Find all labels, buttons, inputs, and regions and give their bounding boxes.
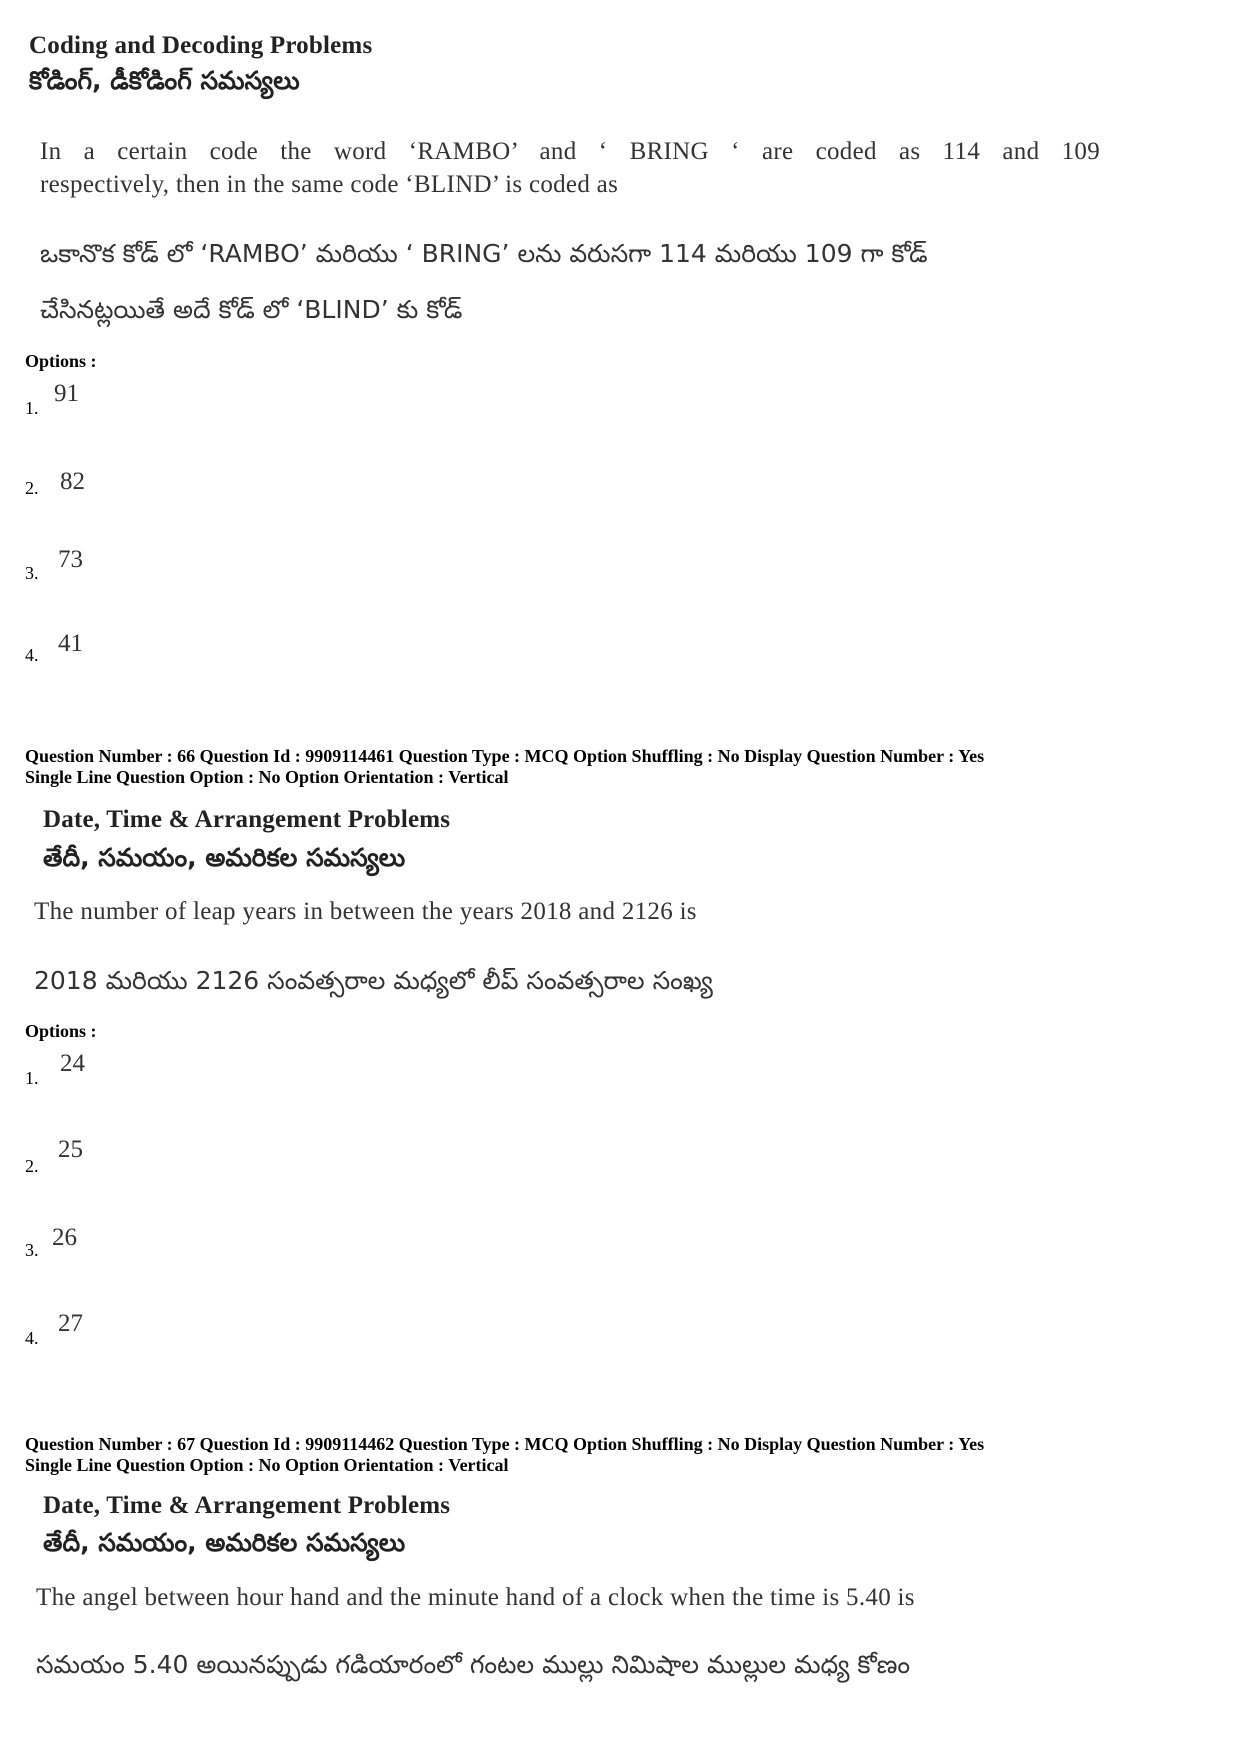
question-meta-line1: Question Number : 66 Question Id : 9909114461 Question Type : MCQ Option Shuffling : No Display Question Number : Yes: [25, 746, 985, 766]
option-value: 91: [54, 380, 79, 407]
question-text-en: The angel between hour hand and the minute hand of a clock when the time is 5.40 is: [36, 1584, 915, 1611]
question-text-en-line1: In a certain code the word ‘RAMBO’ and ‘ BRING ‘ are coded as 114 and 109: [40, 138, 1100, 165]
topic-title-te: తేదీ, సమయం, అమరికల సమస్యలు: [43, 843, 406, 872]
options-label: Options :: [25, 1021, 97, 1041]
option-number: 4.: [25, 1328, 39, 1348]
option-value: 82: [60, 468, 85, 495]
option-number: 2.: [25, 478, 39, 498]
option-number: 1.: [25, 398, 39, 418]
topic-title-en: Coding and Decoding Problems: [29, 32, 373, 59]
question-text-te-line2: చేసినట్లయితే అదే కోడ్ లో ‘BLIND’ కు కోడ్: [40, 295, 463, 324]
question-text-te-line1: ఒకానొక కోడ్ లో ‘RAMBO’ మరియు ‘ BRING’ లను వరుసగా 114 మరియు 109 గా కోడ్: [40, 239, 928, 268]
option-number: 2.: [25, 1156, 39, 1176]
option-value: 26: [52, 1224, 77, 1251]
question-text-en-line2: respectively, then in the same code ‘BLIND’ is coded as: [40, 171, 619, 198]
topic-title-en: Date, Time & Arrangement Problems: [43, 1492, 451, 1519]
option-value: 41: [58, 630, 83, 657]
topic-title-en: Date, Time & Arrangement Problems: [43, 806, 451, 833]
question-meta-line1: Question Number : 67 Question Id : 9909114462 Question Type : MCQ Option Shuffling : No Display Question Number : Yes: [25, 1434, 985, 1454]
option-value: 27: [58, 1310, 83, 1337]
topic-title-te: తేదీ, సమయం, అమరికల సమస్యలు: [43, 1528, 406, 1557]
option-number: 3.: [25, 563, 39, 583]
question-meta-line2: Single Line Question Option : No Option Orientation : Vertical: [25, 1455, 509, 1475]
option-value: 73: [58, 546, 83, 573]
option-number: 4.: [25, 645, 39, 665]
options-label: Options :: [25, 351, 97, 371]
option-value: 25: [58, 1136, 83, 1163]
option-value: 24: [60, 1050, 85, 1077]
option-number: 3.: [25, 1240, 39, 1260]
question-text-en: The number of leap years in between the years 2018 and 2126 is: [34, 898, 697, 925]
question-text-te: 2018 మరియు 2126 సంవత్సరాల మధ్యలో లీప్ సంవత్సరాల సంఖ్య: [34, 966, 713, 995]
topic-title-te: కోడింగ్, డీకోడింగ్ సమస్యలు: [29, 66, 300, 95]
option-number: 1.: [25, 1068, 39, 1088]
question-meta-line2: Single Line Question Option : No Option Orientation : Vertical: [25, 767, 509, 787]
question-text-te: సమయం 5.40 అయినప్పుడు గడియారంలో గంటల ముల్లు నిమిషాల ముల్లుల మధ్య కోణం: [36, 1650, 911, 1679]
